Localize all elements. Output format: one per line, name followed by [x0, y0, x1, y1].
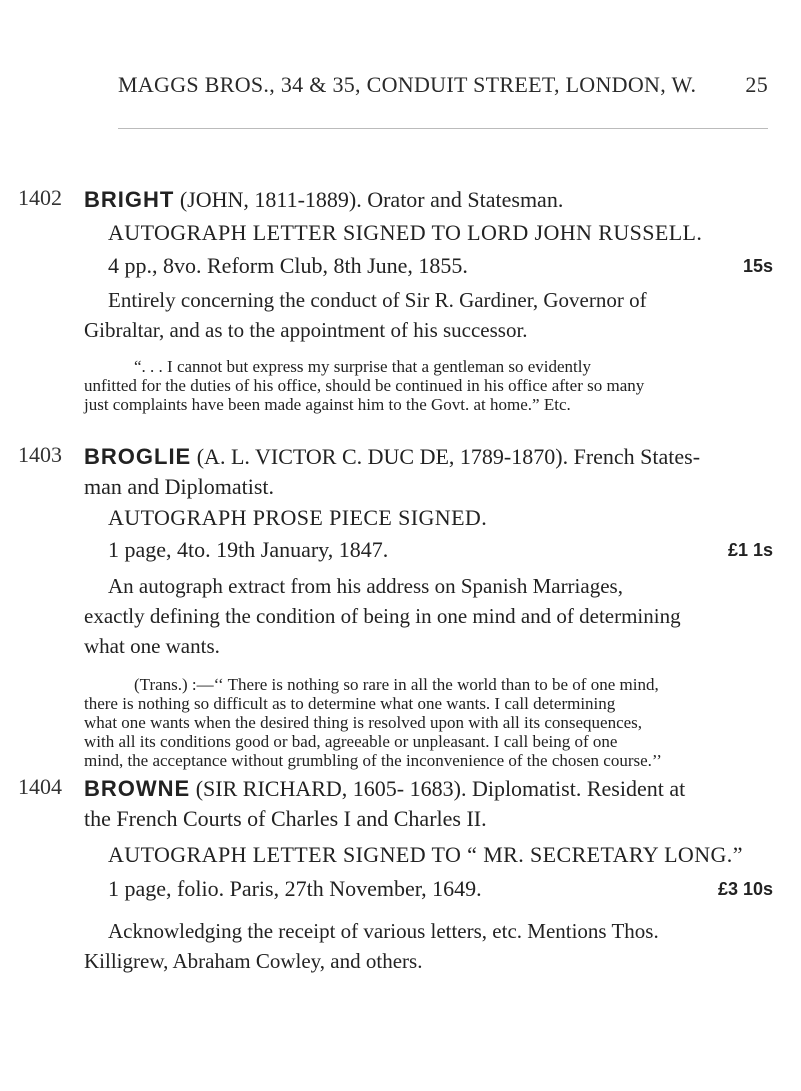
lot-body: [84, 442, 773, 770]
author-details-cont: man and Diplomatist.: [84, 474, 275, 499]
author-details: (SIR RICHARD, 1605- 1683). Diplomatist. Resident at: [195, 776, 686, 801]
description-line: Killigrew, Abraham Cowley, and others.: [84, 949, 423, 973]
header-rule: [118, 128, 768, 129]
quote-line: (Trans.) :—‘‘ There is nothing so rare in all the world than to be of one mind,: [134, 675, 659, 694]
quote-line: what one wants when the desired thing is resolved upon with all its consequences,: [84, 713, 643, 732]
item-line: [84, 251, 773, 281]
description-line: Gibraltar, and as to the appointment of his successor.: [84, 318, 528, 342]
publisher-address: MAGGS BROS., 34 & 35, CONDUIT STREET, LONDON, W.: [118, 72, 697, 97]
quote-line: mind, the acceptance without grumbling of the inconvenience of the chosen course.’’: [84, 751, 662, 770]
lot-number: 1402: [18, 185, 62, 210]
item-title: AUTOGRAPH LETTER SIGNED TO “ MR. SECRETARY LONG.”: [108, 842, 743, 867]
item-title: AUTOGRAPH LETTER SIGNED TO LORD JOHN RUSSELL.: [108, 220, 703, 245]
description: [84, 571, 773, 661]
item-title: AUTOGRAPH PROSE PIECE SIGNED.: [108, 505, 488, 530]
lot-heading: [84, 442, 773, 472]
price: £1 1s: [727, 540, 773, 560]
description-line: exactly defining the condition of being in one mind and of determining: [84, 604, 681, 628]
quote-line: unfitted for the duties of his office, should be continued in his office after so many: [84, 376, 645, 395]
item-details: 4 pp., 8vo. Reform Club, 8th June, 1855.: [108, 253, 468, 278]
description-line: what one wants.: [84, 634, 220, 658]
author-name: BROGLIE: [84, 444, 192, 469]
item-line: [84, 535, 773, 565]
price: £3 10s: [717, 879, 773, 899]
lot-number: 1404: [18, 774, 62, 799]
description: [84, 285, 773, 345]
item-details: 1 page, folio. Paris, 27th November, 1649.: [108, 876, 482, 901]
quote: [84, 675, 773, 770]
author-details: (JOHN, 1811-1889). Orator and Statesman.: [179, 187, 564, 212]
author-details: (A. L. VICTOR C. DUC DE, 1789-1870). French States-: [196, 444, 701, 469]
item-details: 1 page, 4to. 19th January, 1847.: [108, 537, 389, 562]
lot-body: [84, 774, 773, 976]
author-details-cont: the French Courts of Charles I and Charles II.: [84, 806, 487, 831]
item-line: [84, 874, 773, 904]
quote-line: there is nothing so difficult as to determine what one wants. I call determining: [84, 694, 616, 713]
page-number: 25: [745, 72, 768, 97]
description: [84, 916, 773, 976]
description-line: Entirely concerning the conduct of Sir R. Gardiner, Governor of: [108, 288, 647, 312]
quote-line: “. . . I cannot but express my surprise that a gentleman so evidently: [134, 357, 591, 376]
description-line: Acknowledging the receipt of various letters, etc. Mentions Thos.: [108, 919, 659, 943]
price: 15s: [742, 256, 773, 276]
author-name: BRIGHT: [84, 187, 175, 212]
description-line: An autograph extract from his address on Spanish Marriages,: [108, 574, 623, 598]
lot-heading: [84, 774, 773, 804]
quote-line: with all its conditions good or bad, agreeable or unpleasant. I call being of one: [84, 732, 618, 751]
running-header: [118, 72, 768, 98]
author-name: BROWNE: [84, 776, 191, 801]
quote: [84, 357, 773, 414]
lot-heading: [84, 185, 773, 215]
quote-line: just complaints have been made against him to the Govt. at home.” Etc.: [84, 395, 571, 414]
lot-number: 1403: [18, 442, 62, 467]
lot-body: [84, 185, 773, 414]
